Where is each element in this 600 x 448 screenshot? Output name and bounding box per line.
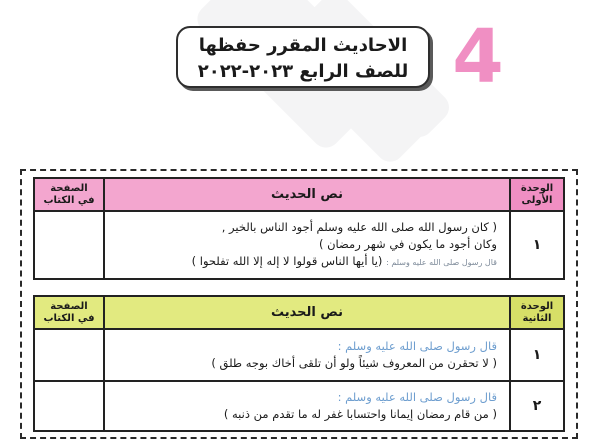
row-number: ١ (510, 211, 564, 279)
unit-1-label: الوحدة الأولى (510, 178, 564, 211)
title-line-1: الاحاديث المقرر حفظها (198, 35, 408, 56)
unit-1-table (33, 177, 565, 280)
unit-2-page-header: الصفحة في الكتاب (34, 296, 104, 329)
table-row (34, 329, 564, 381)
unit-2-hadith-header: نص الحديث (104, 296, 510, 329)
unit-2-table (33, 295, 565, 432)
table-row (34, 211, 564, 279)
hadith-text (104, 329, 510, 381)
hadith-text: ( كان رسول الله صلى الله عليه وسلم أجود الناس بالخير , وكان أجود ما يكون في شهر رمضان ) قال رسول صلى الله عليه وسلم : (يا أيها الناس قولوا لا إله إلا الله تفلحوا ) (104, 211, 510, 279)
hadith-attribution: قال رسول صلى الله عليه وسلم : (337, 390, 497, 404)
book-page-cell[interactable] (34, 381, 104, 431)
hadith-attribution: قال رسول صلى الله عليه وسلم : (337, 339, 497, 353)
page-title (176, 26, 430, 88)
table-row (34, 381, 564, 431)
unit-1-hadith-header: نص الحديث (104, 178, 510, 211)
unit-1-page-header: الصفحة في الكتاب (34, 178, 104, 211)
hadith-attribution: قال رسول صلى الله عليه وسلم : (386, 258, 497, 267)
unit-1-header-row (34, 178, 564, 211)
book-page-cell[interactable] (34, 211, 104, 279)
title-line-2: للصف الرابع ٢٠٢٣-٢٠٢٢ (197, 61, 409, 82)
page-number: 4 (452, 14, 504, 100)
book-page-cell[interactable] (34, 329, 104, 381)
row-number: ١ (510, 329, 564, 381)
row-number: ٢ (510, 381, 564, 431)
hadith-line: (يا أيها الناس قولوا لا إله إلا الله تفلحوا ) (191, 254, 383, 268)
hadith-line: ( من قام رمضان إيمانا واحتسابا غفر له ما تقدم من ذنبه ) (223, 407, 497, 421)
hadith-text (104, 381, 510, 431)
hadith-line: ( لا تحقرن من المعروف شيئاً ولو أن تلقى أخاك بوجه طلق ) (211, 356, 497, 370)
unit-2-label: الوحدة الثانية (510, 296, 564, 329)
unit-2-header-row (34, 296, 564, 329)
